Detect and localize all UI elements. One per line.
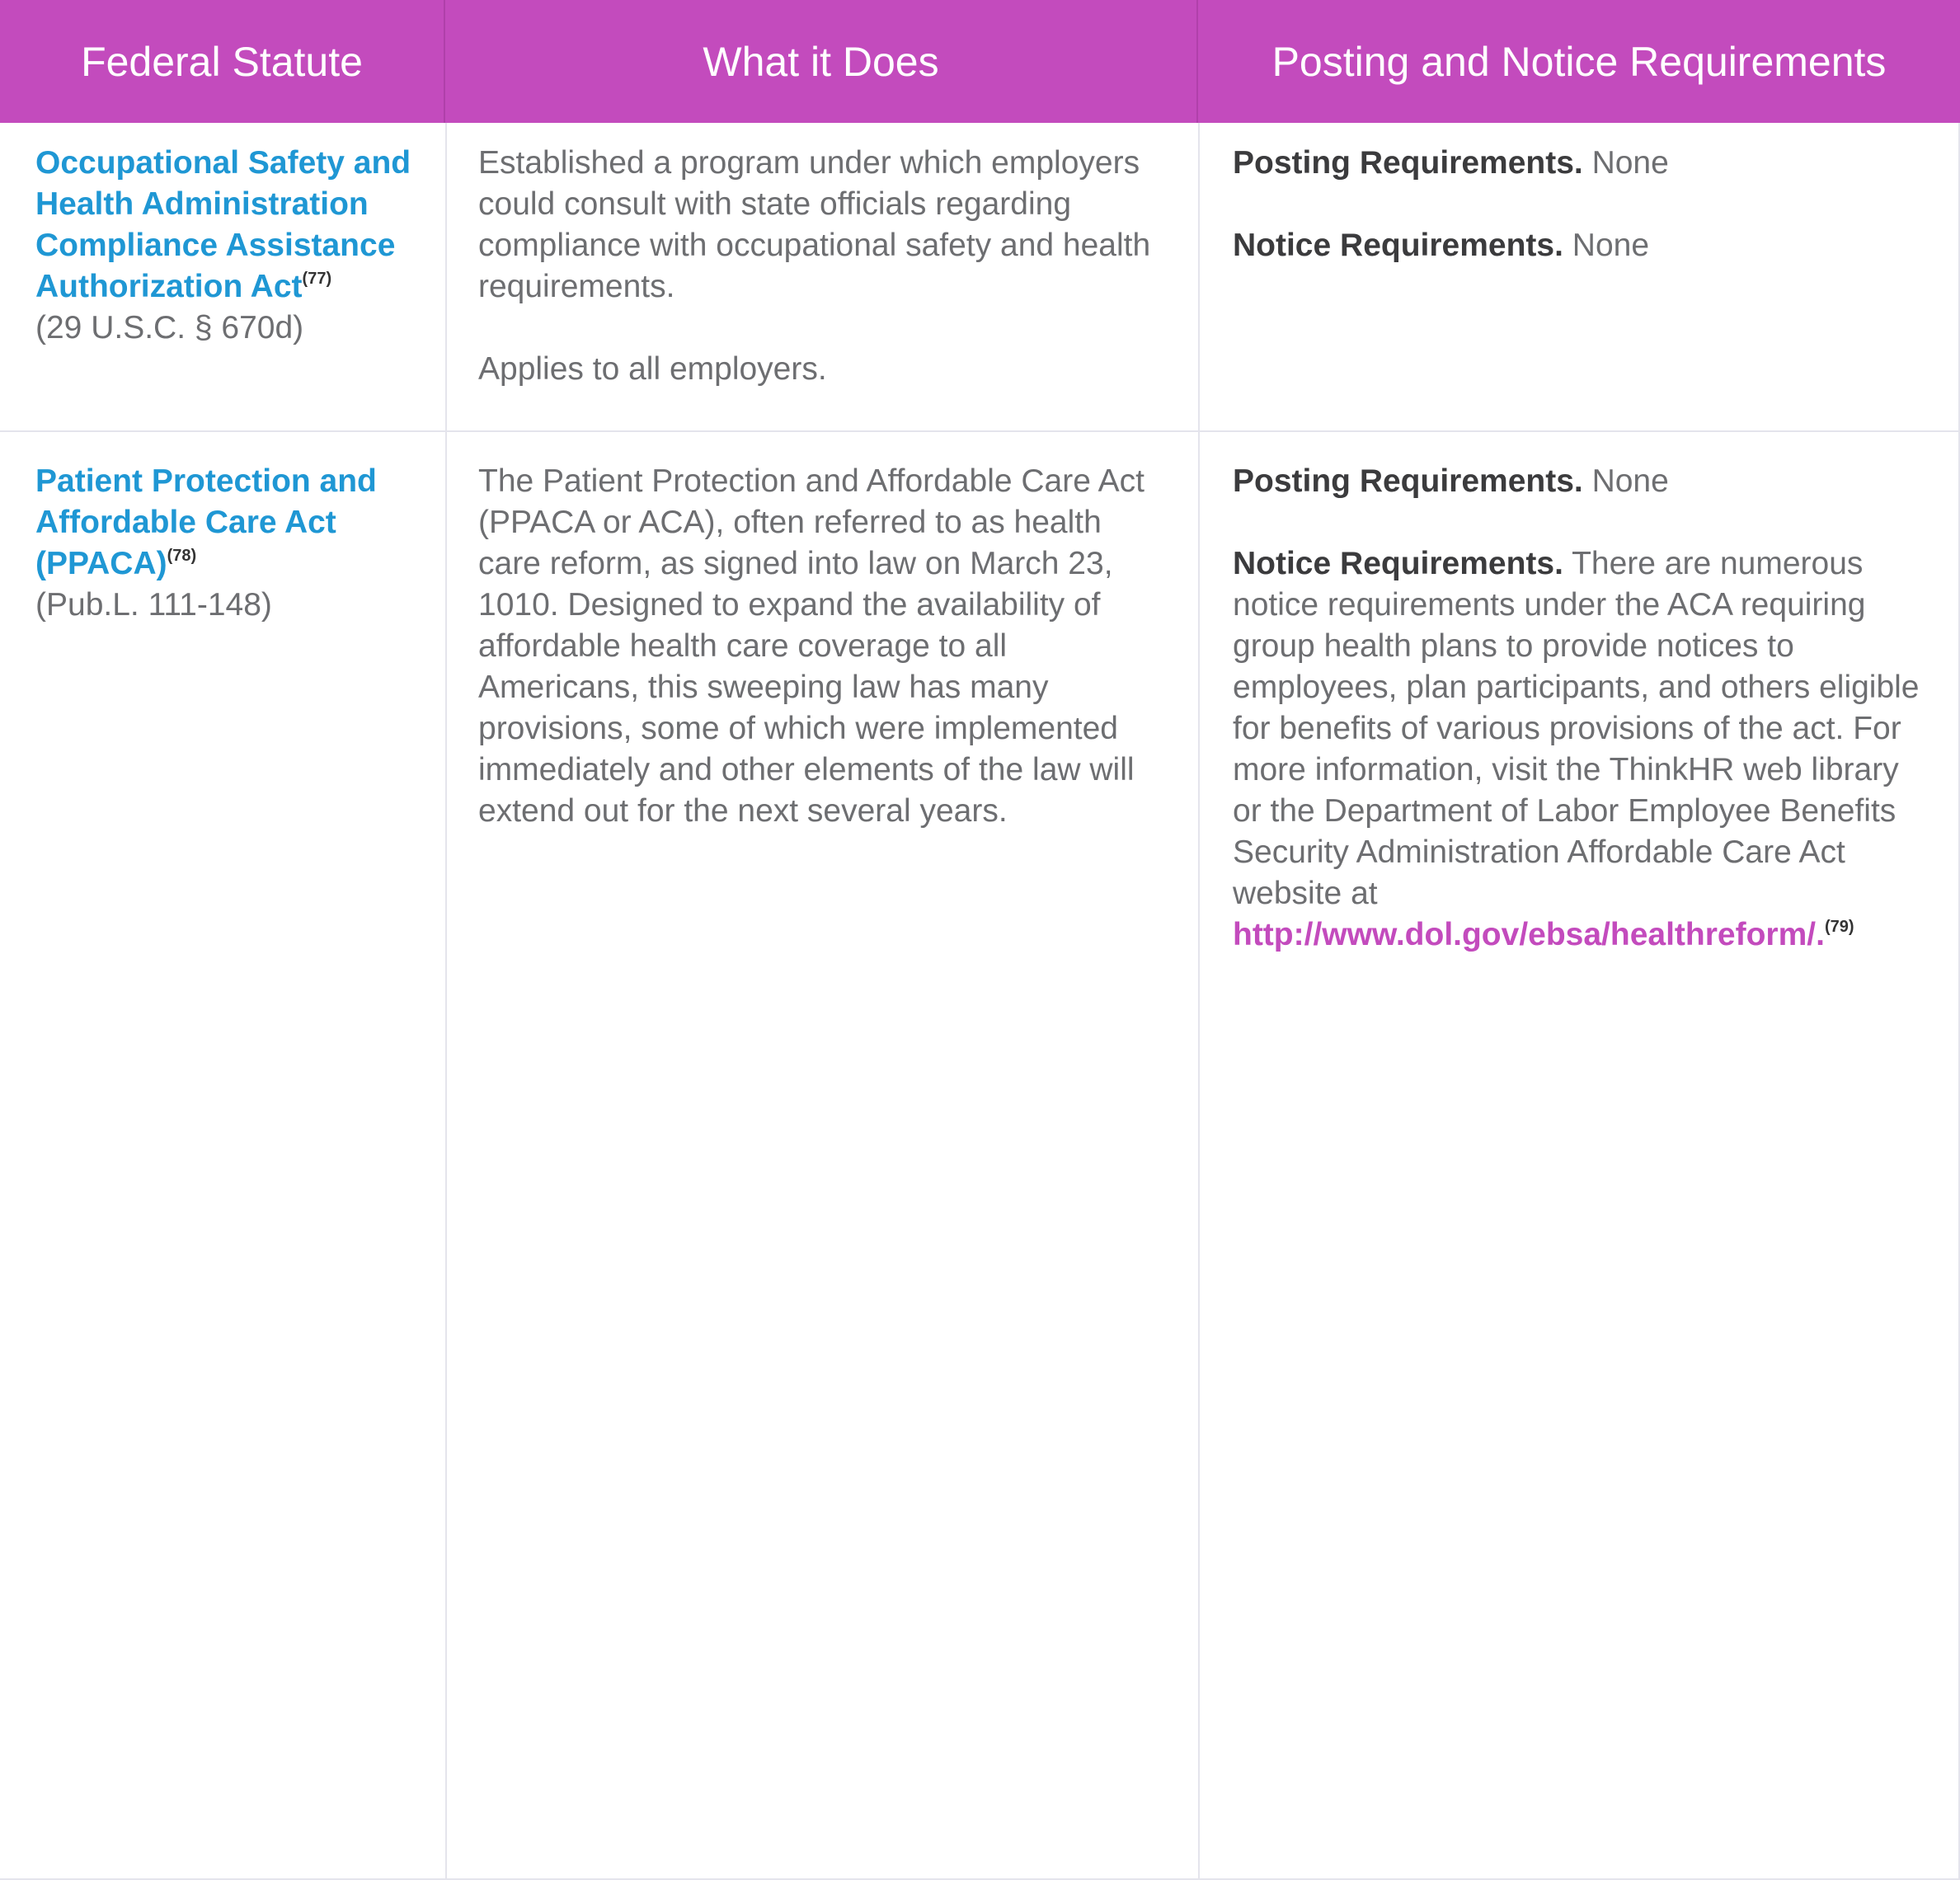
healthreform-link[interactable]: http://www.dol.gov/ebsa/healthreform/.: [1233, 917, 1825, 952]
description-paragraph: The Patient Protection and Affordable Care Act (PPACA or ACA), often referred to as health care reform, as signed into law on March 23, 1010. Designed to expand the availability of affordable health care coverage to all Americans, this sweeping law has many provisions, some of which were implemented immediately and other elements of the law will extend out for the next several years.: [478, 463, 1145, 829]
table-row-description-cell: [478, 143, 1171, 390]
table-row-statute-cell: [35, 143, 431, 349]
footnote-ref[interactable]: (78): [167, 547, 197, 565]
table-row-requirements-cell: [1233, 461, 1925, 956]
notice-requirements-label: Notice Requirements.: [1233, 546, 1563, 581]
column-divider: [445, 123, 447, 1880]
posting-requirements-label: Posting Requirements.: [1233, 463, 1583, 499]
table-row-requirements-cell: [1233, 143, 1925, 266]
notice-requirements-value: None: [1572, 228, 1650, 263]
notice-requirements-value: There are numerous notice requirements under the ACA requiring group health plans to provide notices to employees, plan participants, and others eligible for benefits of various provisions of the act. For more information, visit the ThinkHR web library or the Department of Labor Employee Benefits Security Administration Affordable Care Act website at: [1233, 546, 1920, 911]
statute-citation: (Pub.L. 111-148): [35, 587, 272, 623]
row-divider: [0, 430, 1960, 432]
header-posting-notice: Posting and Notice Requirements: [1271, 38, 1887, 85]
footnote-ref[interactable]: (79): [1824, 918, 1854, 936]
header-what-it-does: What it Does: [445, 0, 1198, 123]
table-header-row: [0, 0, 1960, 123]
description-paragraph: Established a program under which employers could consult with state officials regarding compliance with occupational safety and health requirements.: [478, 145, 1151, 304]
statute-title: Patient Protection and Affordable Care Act (PPACA): [35, 463, 377, 581]
column-divider: [1198, 123, 1200, 1880]
table-row-statute-cell: [35, 461, 431, 626]
notice-requirements-label: Notice Requirements.: [1233, 228, 1563, 263]
header-federal-statute: Federal Statute: [0, 0, 445, 123]
statute-citation: (29 U.S.C. § 670d): [35, 310, 304, 345]
footnote-ref[interactable]: (77): [302, 270, 332, 288]
description-paragraph: Applies to all employers.: [478, 351, 827, 387]
statute-title: Occupational Safety and Health Administration Compliance Assistance Authorization Act: [35, 145, 411, 304]
posting-requirements-value: None: [1591, 145, 1669, 181]
posting-requirements-label: Posting Requirements.: [1233, 145, 1583, 181]
table-row-description-cell: [478, 461, 1171, 832]
posting-requirements-value: None: [1591, 463, 1669, 499]
